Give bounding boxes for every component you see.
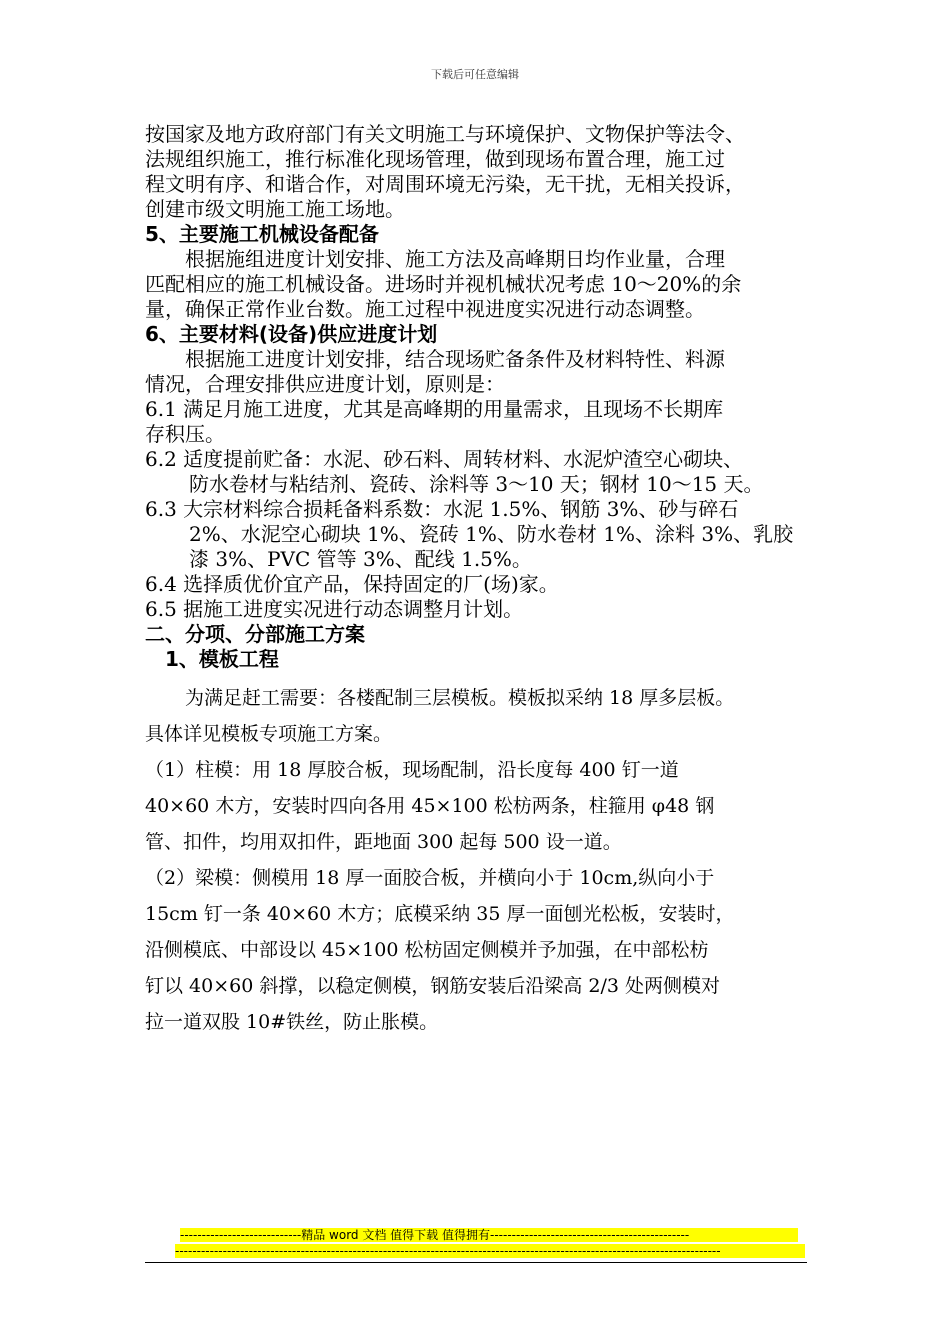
section-6-intro-line: 情况，合理安排供应进度计划，原则是： (145, 372, 505, 396)
item-6-1-cont: 存积压。 (145, 422, 225, 446)
footer-banner: ----------------------------精品 word 文档 值得下载 值得拥有---------------------------------------------- (180, 1228, 798, 1242)
column-form-line: （1）柱模：用 18 厚胶合板，现场配制，沿长度每 400 钉一道 (145, 759, 679, 781)
intro-line: 法规组织施工，推行标准化现场管理，做到现场布置合理，施工过 (145, 147, 725, 171)
section-6-intro-line: 根据施工进度计划安排，结合现场贮备条件及材料特性、料源 (185, 347, 725, 371)
formwork-line: 具体详见模板专项施工方案。 (145, 723, 393, 745)
beam-form-line: 15cm 钉一条 40×60 木方；底模采纳 35 厚一面刨光松板，安装时， (145, 903, 735, 925)
item-6-5: 6.5 据施工进度实况进行动态调整月计划。 (145, 597, 524, 621)
beam-form-line: 拉一道双股 10#铁丝，防止胀模。 (145, 1011, 439, 1033)
column-form-line: 管、扣件，均用双扣件，距地面 300 起每 500 设一道。 (145, 831, 622, 853)
item-6-4: 6.4 选择质优价宜产品，保持固定的厂(场)家。 (145, 572, 559, 596)
intro-line: 程文明有序、和谐合作，对周围环境无污染，无干扰，无相关投诉， (145, 172, 745, 196)
beam-form-line: 沿侧模底、中部设以 45×100 松枋固定侧模并予加强，在中部松枋 (145, 939, 709, 961)
beam-form-line: 钉以 40×60 斜撑，以稳定侧模，钢筋安装后沿梁高 2/3 处两侧模对 (145, 975, 721, 997)
intro-line: 创建市级文明施工施工场地。 (145, 197, 405, 221)
item-6-3: 6.3 大宗材料综合损耗备料系数：水泥 1.5%、钢筋 3%、砂与碎石 (145, 497, 739, 521)
item-6-2-cont: 防水卷材与粘结剂、瓷砖、涂料等 3～10 天；钢材 10～15 天。 (189, 472, 764, 496)
section-5-line: 量，确保正常作业台数。施工过程中视进度实况进行动态调整。 (145, 297, 705, 321)
column-form-line: 40×60 木方，安装时四向各用 45×100 松枋两条，柱箍用 φ48 钢 (145, 795, 715, 817)
formwork-heading: 1、模板工程 (165, 647, 279, 671)
document-body (145, 122, 815, 1040)
item-6-1: 6.1 满足月施工进度，尤其是高峰期的用量需求，且现场不长期库 (145, 397, 724, 421)
part-2-heading: 二、分项、分部施工方案 (145, 622, 365, 646)
page-footer (145, 1228, 807, 1263)
page-header: 下载后可任意编辑 (431, 68, 519, 81)
section-5-line: 根据施组进度计划安排、施工方法及高峰期日均作业量，合理 (185, 247, 725, 271)
beam-form-line: （2）梁模：侧模用 18 厚一面胶合板，并横向小于 10cm,纵向小于 (145, 867, 715, 889)
item-6-3-cont: 2%、水泥空心砌块 1%、瓷砖 1%、防水卷材 1%、涂料 3%、乳胶 (189, 522, 794, 546)
formwork-line: 为满足赶工需要：各楼配制三层模板。模板拟采纳 18 厚多层板。 (185, 687, 735, 709)
footer-dashes: ------------------------------------------------------------------------------------------------------------------------------ (175, 1244, 805, 1258)
item-6-2: 6.2 适度提前贮备：水泥、砂石料、周转材料、水泥炉渣空心砌块、 (145, 447, 744, 471)
footer-rule (145, 1262, 807, 1263)
section-6-heading: 6、主要材料(设备)供应进度计划 (145, 322, 438, 346)
section-5-heading: 5、主要施工机械设备配备 (145, 222, 379, 246)
section-5-line: 匹配相应的施工机械设备。进场时并视机械状况考虑 10～20%的余 (145, 272, 742, 296)
item-6-3-cont: 漆 3%、PVC 管等 3%、配线 1.5%。 (189, 547, 532, 571)
formwork-section (145, 680, 815, 1040)
intro-line: 按国家及地方政府部门有关文明施工与环境保护、文物保护等法令、 (145, 122, 745, 146)
